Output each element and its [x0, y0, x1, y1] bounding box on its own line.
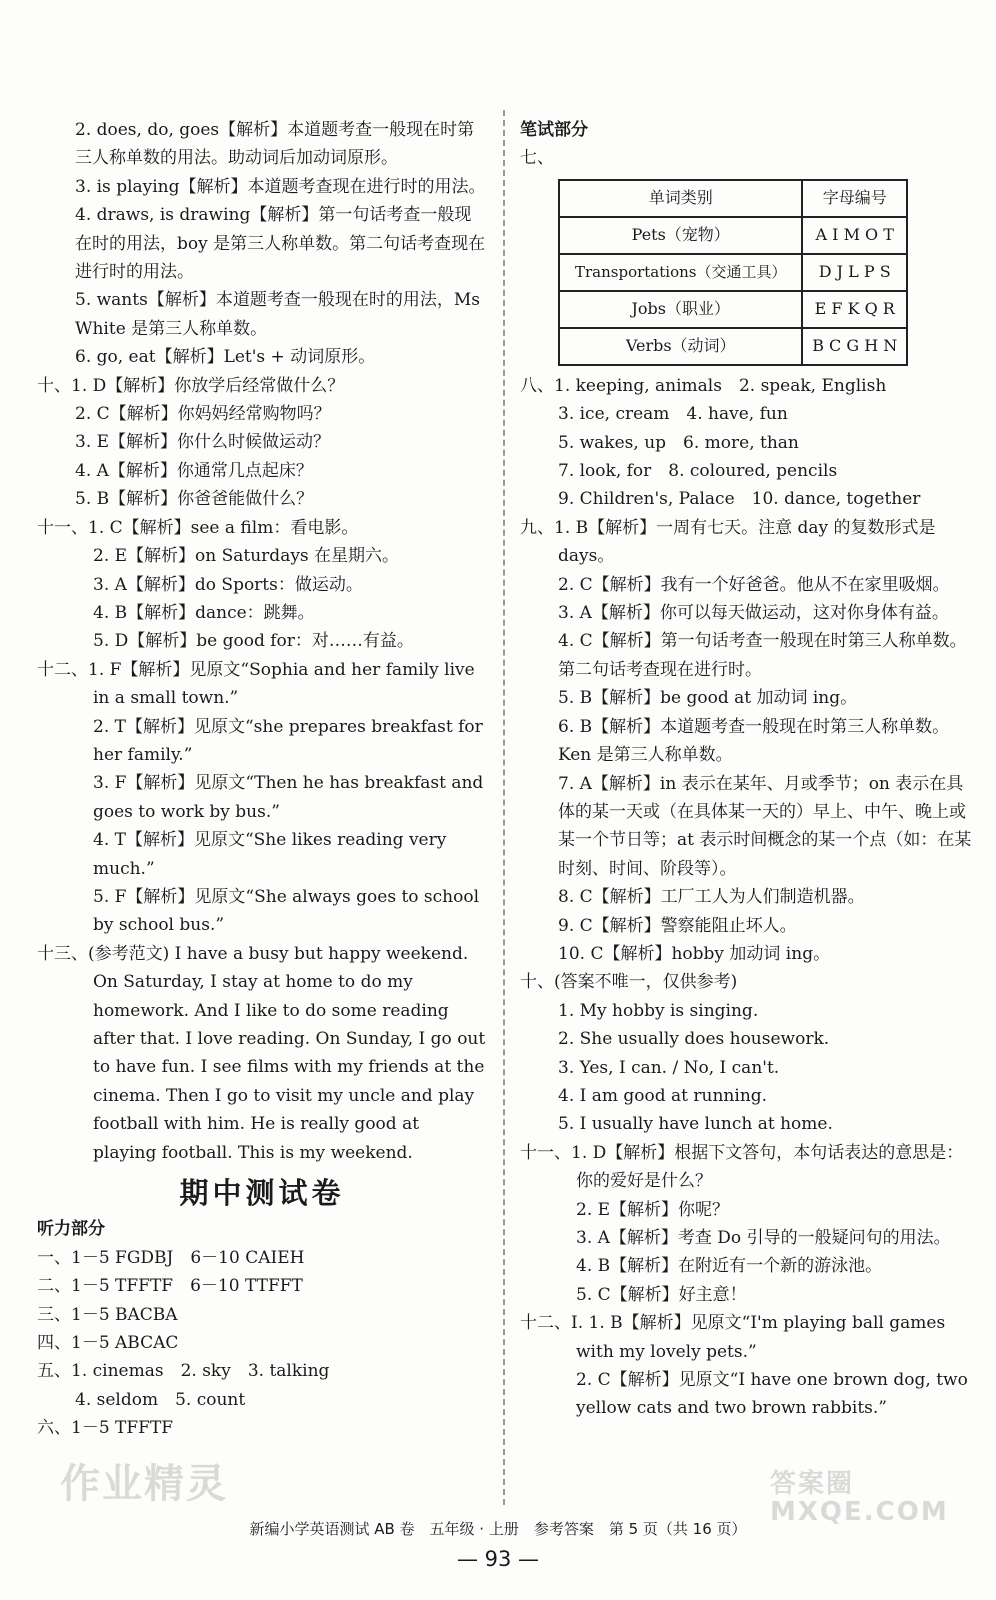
list-item: 十一、1. C【解析】see a film：看电影。 [37, 517, 359, 538]
list-item: 4. C【解析】第一句话考查一般现在时第三人称单数。第二句话考查现在进行时。 [558, 631, 967, 680]
list-item: 二、1－5 TFFTF 6－10 TTFFT [37, 1276, 303, 1297]
watermark-right: 答案圈 MXQE.COM [770, 1469, 949, 1528]
list-item: 10. C【解析】hobby 加动词 ing。 [558, 943, 831, 964]
list-item: 5. wants【解析】本道题考查一般现在时的用法，Ms White 是第三人称单数。 [75, 290, 480, 339]
list-item: 3. A【解析】你可以每天做运动，这对你身体有益。 [558, 603, 949, 624]
right-answer-list [520, 372, 975, 1423]
list-item: 5. F【解析】见原文“She always goes to school by school bus.” [93, 886, 480, 936]
list-item: 2. T【解析】见原文“she prepares breakfast for her family.” [93, 716, 483, 765]
table-cell-letters: E F K Q R [802, 291, 907, 328]
left-answer-list [37, 116, 487, 1167]
list-item: 三、1－5 BACBA [37, 1304, 178, 1325]
table-cell-category: Jobs（职业） [559, 291, 802, 328]
word-category-table [558, 179, 908, 366]
list-item: 4. draws, is drawing【解析】第一句话考查一般现在时的用法，boy 是第三人称单数。第二句话考查现在进行时的用法。 [75, 205, 486, 283]
list-item: 9. C【解析】警察能阻止坏人。 [558, 915, 797, 936]
column-divider [503, 110, 505, 1505]
list-item: 六、1－5 TFFTF [37, 1418, 174, 1439]
list-item: 3. is playing【解析】本道题考查现在进行时的用法。 [75, 176, 486, 197]
list-item: 九、1. B【解析】一周有七天。注意 day 的复数形式是 days。 [520, 517, 936, 567]
listening-section-title: 听力部分 [37, 1219, 105, 1240]
list-item: 五、1. cinemas 2. sky 3. talking [37, 1361, 330, 1382]
list-item: 十、1. D【解析】你放学后经常做什么？ [37, 375, 345, 396]
exam-title: 期中测试卷 [179, 1176, 345, 1211]
table-row [559, 291, 907, 328]
list-item: 2. She usually does housework. [558, 1029, 830, 1050]
page-number: — 93 — [456, 1547, 540, 1571]
list-item: 8. C【解析】工厂工人为人们制造机器。 [558, 887, 865, 908]
list-item: 四、1－5 ABCAC [37, 1333, 179, 1354]
list-item: 3. Yes, I can. / No, I can't. [558, 1057, 780, 1078]
list-item: 八、1. keeping, animals 2. speak, English [520, 375, 887, 396]
list-item: 2. E【解析】你呢？ [576, 1199, 730, 1220]
table-header-letters: 字母编号 [802, 180, 907, 217]
list-item: 3. F【解析】见原文“Then he has breakfast and goes to work by bus.” [93, 773, 484, 822]
list-item: 2. does, do, goes【解析】本道题考查一般现在时第三人称单数的用法。助动词后加动词原形。 [75, 120, 475, 169]
list-item: 3. A【解析】do Sports：做运动。 [93, 574, 363, 595]
list-item: 5. B【解析】你爸爸能做什么？ [75, 489, 314, 510]
list-item: 2. C【解析】你妈妈经常购物吗？ [75, 404, 331, 425]
list-item: 一、1－5 FGDBJ 6－10 CAIEH [37, 1247, 305, 1268]
table-cell-letters: A I M O T [802, 217, 907, 254]
left-column [37, 116, 487, 1443]
list-item: 5. B【解析】be good at 加动词 ing。 [558, 688, 858, 709]
listening-answer-list [37, 1244, 487, 1443]
list-item: 十二、1. F【解析】见原文“Sophia and her family live in a small town.” [37, 659, 475, 709]
list-item: 4. A【解析】你通常几点起床？ [75, 460, 313, 481]
list-item: 3. A【解析】考查 Do 引导的一般疑问句的用法。 [576, 1228, 951, 1248]
list-item: 4. B【解析】dance：跳舞。 [93, 602, 315, 623]
list-item: 4. seldom 5. count [75, 1389, 246, 1410]
list-item: 4. I am good at running. [558, 1085, 768, 1106]
watermark-left: 作业精灵 [60, 1461, 228, 1507]
list-item: 十一、1. D【解析】根据下文答句，本句话表达的意思是：你的爱好是什么？ [520, 1142, 964, 1192]
table-header-row [559, 180, 907, 217]
list-item: 5. D【解析】be good for：对……有益。 [93, 631, 414, 652]
right-column [520, 116, 975, 1423]
list-item: 3. ice, cream 4. have, fun [558, 404, 788, 425]
list-item: 2. E【解析】on Saturdays 在星期六。 [93, 546, 400, 567]
list-item: 4. B【解析】在附近有一个新的游泳池。 [576, 1256, 883, 1277]
list-item: 5. C【解析】好主意！ [576, 1284, 747, 1305]
table-cell-letters: D J L P S [802, 254, 907, 291]
list-item: 5. I usually have lunch at home. [558, 1114, 833, 1135]
list-item: 9. Children's, Palace 10. dance, together [558, 489, 921, 510]
list-item: 1. My hobby is singing. [558, 1000, 759, 1021]
list-item: 6. B【解析】本道题考查一般现在时第三人称单数。Ken 是第三人称单数。 [558, 716, 950, 766]
table-row [559, 217, 907, 254]
list-item: 十二、Ⅰ. 1. B【解析】见原文“I'm playing ball games with my lovely pets.” [520, 1313, 946, 1362]
list-item: 4. T【解析】见原文“She likes reading very much.” [93, 830, 447, 879]
list-item: 十、(答案不唯一，仅供参考) [520, 972, 738, 993]
table-cell-category: Verbs（动词） [559, 328, 802, 365]
list-item: 5. wakes, up 6. more, than [558, 432, 799, 453]
section-seven-label: 七、 [520, 148, 554, 169]
list-item: 2. C【解析】见原文“I have one brown dog, two yellow cats and two brown rabbits.” [576, 1370, 968, 1419]
table-header-category: 单词类别 [559, 180, 802, 217]
list-item: 7. A【解析】in 表示在某年、月或季节；on 表示在具体的某一天或（在具体某一天的）早上、中午、晚上或某一个节日等；at 表示时间概念的某一个点（如：在某时刻、时间、阶段等）。 [558, 773, 972, 879]
table-row [559, 328, 907, 365]
list-item: 7. look, for 8. coloured, pencils [558, 461, 838, 482]
list-item: 6. go, eat【解析】Let's + 动词原形。 [75, 347, 376, 368]
list-item: 2. C【解析】我有一个好爸爸。他从不在家里吸烟。 [558, 574, 950, 595]
table-cell-category: Pets（宠物） [559, 217, 802, 254]
table-cell-category: Transportations（交通工具） [559, 254, 802, 291]
list-item: 3. E【解析】你什么时候做运动？ [75, 432, 331, 453]
written-section-title: 笔试部分 [520, 120, 588, 140]
page-footer: 新编小学英语测试 AB 卷 五年级 · 上册 参考答案 第 5 页（共 16 页） [249, 1520, 747, 1538]
list-item: 十三、(参考范文) I have a busy but happy weekend. On Saturday, I stay at home to do my homework. And I like to do some reading after that. I love reading. On Sunday, I go out to have fun. I see films with my friends at the cinema. Then I go to visit my uncle and play football with him. He is really good at playing football. This is my weekend. [37, 943, 486, 1163]
table-cell-letters: B C G H N [802, 328, 907, 365]
table-row [559, 254, 907, 291]
